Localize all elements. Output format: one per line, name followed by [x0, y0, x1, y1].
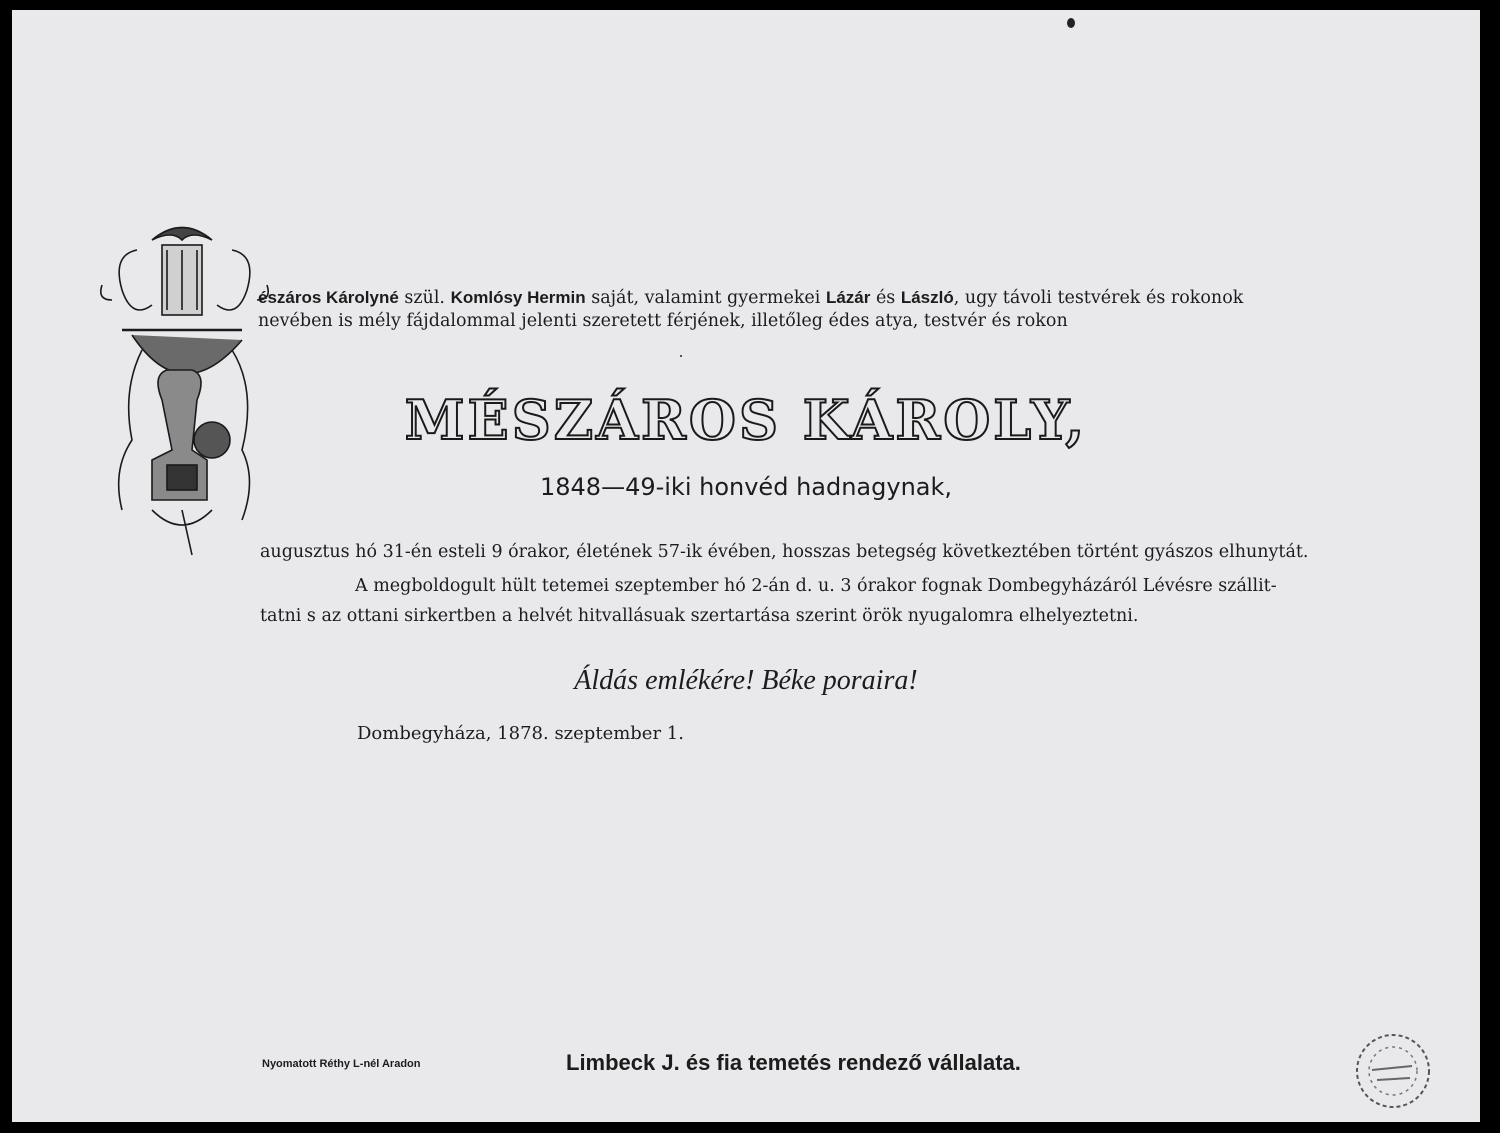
- body-line-3: tatni s az ottani sirkertben a helvét hitvallásuak szertartása szerint örök nyugalomra elhelyeztetni.: [260, 606, 1139, 626]
- paper-speck: [1067, 18, 1075, 28]
- intro-line-1: [258, 286, 1243, 310]
- child-name-lazar: Lázár: [825, 288, 871, 307]
- child-name-laszlo: László: [900, 288, 954, 307]
- paper-speck: [680, 355, 682, 357]
- library-stamp-icon: [1352, 1030, 1434, 1112]
- widow-maiden-name: Komlósy Hermin: [450, 288, 586, 307]
- undertaker-credit: Limbeck J. és fia temetés rendező vállalata.: [566, 1050, 1021, 1075]
- deceased-rank: 1848—49-iki honvéd hadnagynak,: [539, 473, 953, 501]
- intro-line-2: nevében is mély fájdalommal jelenti szeretett férjének, illetőleg édes atya, testvér és rokon: [258, 311, 1068, 331]
- funeral-notice-sheet: [12, 10, 1480, 1122]
- intro-text: szül.: [398, 288, 451, 308]
- body-line-2: A megboldogult hült tetemei szeptember hó 2-án d. u. 3 órakor fognak Dombegyházáról Lévésre szállit-: [355, 576, 1277, 596]
- widow-name: észáros Károlyné: [258, 288, 399, 307]
- intro-text: , ugy távoli testvérek és rokonok: [953, 288, 1244, 308]
- deceased-name: MÉSZÁROS KÁROLY,: [404, 388, 1088, 452]
- body-line-1: augusztus hó 31-én esteli 9 órakor, életének 57-ik évében, hosszas betegség következtében történt gyászos elhunytát.: [260, 542, 1309, 562]
- intro-text: és: [870, 288, 901, 308]
- ornamental-initial-m-icon: [92, 210, 272, 560]
- intro-text: saját, valamint gyermekei: [585, 288, 826, 308]
- place-date: Dombegyháza, 1878. szeptember 1.: [357, 723, 684, 744]
- blessing: Áldás emlékére! Béke poraira!: [574, 665, 918, 696]
- printer-credit: Nyomatott Réthy L-nél Aradon: [262, 1058, 421, 1070]
